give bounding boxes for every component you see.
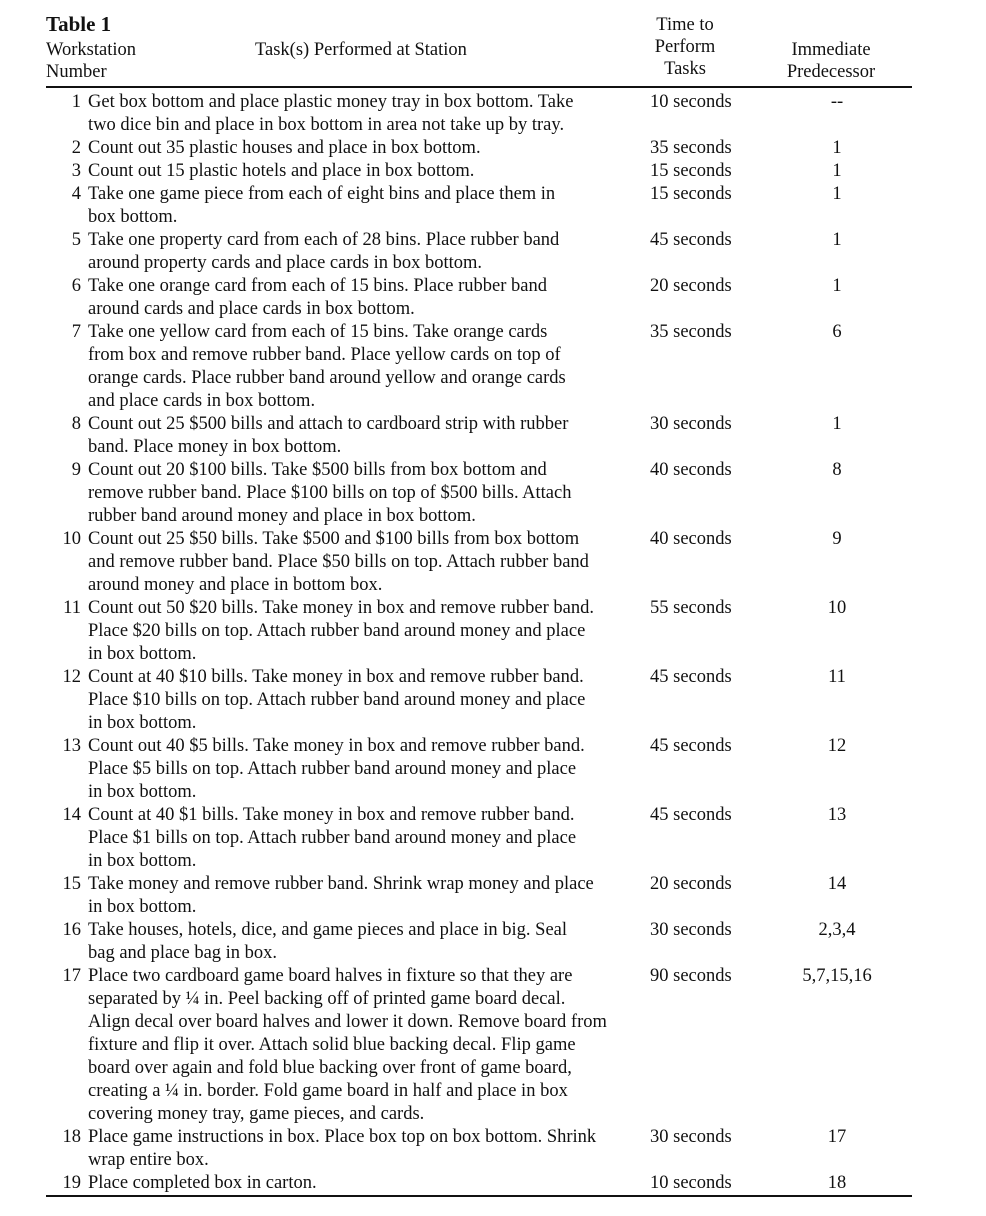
task-line: Place game instructions in box. Place box top on box bottom. Shrink bbox=[88, 1127, 597, 1147]
task-description bbox=[86, 528, 650, 597]
table-row bbox=[46, 183, 912, 229]
table-row bbox=[46, 919, 912, 965]
task-time: 10 seconds bbox=[650, 92, 732, 112]
task-line: and remove rubber band. Place $50 bills on top. Attach rubber band bbox=[88, 552, 589, 572]
immediate-predecessor: 5,7,15,16 bbox=[802, 966, 872, 986]
task-description bbox=[86, 735, 650, 804]
task-time: 40 seconds bbox=[650, 460, 732, 480]
task-description bbox=[86, 919, 650, 965]
immediate-predecessor: 13 bbox=[827, 805, 847, 825]
immediate-predecessor: 1 bbox=[832, 138, 842, 158]
task-description bbox=[86, 413, 650, 459]
table-row bbox=[46, 91, 912, 137]
table-row bbox=[46, 804, 912, 873]
header-predecessor: Immediate Predecessor bbox=[786, 40, 876, 82]
workstation-number: 1 bbox=[71, 92, 81, 112]
task-time: 20 seconds bbox=[650, 874, 732, 894]
task-line: Count at 40 $10 bills. Take money in box and remove rubber band. bbox=[88, 667, 584, 687]
table-row bbox=[46, 965, 912, 1126]
task-line: band. Place money in box bottom. bbox=[88, 437, 342, 457]
task-description bbox=[86, 229, 650, 275]
task-description bbox=[86, 1126, 650, 1172]
workstation-number: 9 bbox=[71, 460, 81, 480]
task-line: Take one yellow card from each of 15 bins. Take orange cards bbox=[88, 322, 548, 342]
task-line: Place $10 bills on top. Attach rubber band around money and place bbox=[88, 690, 586, 710]
task-line: rubber band around money and place in box bottom. bbox=[88, 506, 476, 526]
workstation-number: 15 bbox=[62, 874, 81, 894]
table-row bbox=[46, 528, 912, 597]
task-description bbox=[86, 666, 650, 735]
task-time: 55 seconds bbox=[650, 598, 732, 618]
task-description bbox=[86, 965, 650, 1126]
immediate-predecessor: 14 bbox=[827, 874, 847, 894]
task-line: Place $20 bills on top. Attach rubber band around money and place bbox=[88, 621, 586, 641]
table-row bbox=[46, 137, 912, 160]
table-row bbox=[46, 597, 912, 666]
task-line: Take houses, hotels, dice, and game pieces and place in big. Seal bbox=[88, 920, 568, 940]
task-line: separated by ¼ in. Peel backing off of printed game board decal. bbox=[88, 989, 566, 1009]
task-description bbox=[86, 137, 650, 160]
immediate-predecessor: 1 bbox=[832, 161, 842, 181]
table-row bbox=[46, 321, 912, 413]
task-time: 10 seconds bbox=[650, 1173, 732, 1193]
task-line: creating a ¼ in. border. Fold game board in half and place in box bbox=[88, 1081, 568, 1101]
task-time: 40 seconds bbox=[650, 529, 732, 549]
immediate-predecessor: 1 bbox=[832, 276, 842, 296]
task-time: 35 seconds bbox=[650, 322, 732, 342]
bottom-rule bbox=[46, 1195, 912, 1197]
workstation-number: 10 bbox=[62, 529, 81, 549]
workstation-number: 17 bbox=[62, 966, 81, 986]
task-time: 30 seconds bbox=[650, 414, 732, 434]
task-time: 90 seconds bbox=[650, 966, 732, 986]
task-line: Count out 15 plastic hotels and place in box bottom. bbox=[88, 161, 475, 181]
immediate-predecessor: 11 bbox=[828, 667, 846, 687]
task-line: two dice bin and place in box bottom in area not take up by tray. bbox=[88, 115, 565, 135]
table-row bbox=[46, 1172, 912, 1195]
task-time: 45 seconds bbox=[650, 736, 732, 756]
immediate-predecessor: 1 bbox=[832, 230, 842, 250]
table-container bbox=[46, 12, 912, 1197]
task-description bbox=[86, 275, 650, 321]
workstation-number: 11 bbox=[63, 598, 81, 618]
task-time: 15 seconds bbox=[650, 184, 732, 204]
task-line: remove rubber band. Place $100 bills on top of $500 bills. Attach bbox=[88, 483, 572, 503]
task-line: from box and remove rubber band. Place yellow cards on top of bbox=[88, 345, 561, 365]
immediate-predecessor: 2,3,4 bbox=[818, 920, 856, 940]
immediate-predecessor: -- bbox=[830, 92, 844, 112]
task-line: Count out 50 $20 bills. Take money in box and remove rubber band. bbox=[88, 598, 595, 618]
immediate-predecessor: 10 bbox=[827, 598, 847, 618]
task-line: bag and place bag in box. bbox=[88, 943, 278, 963]
immediate-predecessor: 1 bbox=[832, 414, 842, 434]
table-row bbox=[46, 459, 912, 528]
table-title: Table 1 bbox=[46, 12, 112, 36]
task-time: 45 seconds bbox=[650, 805, 732, 825]
table-row bbox=[46, 413, 912, 459]
header-workstation-number: Workstation Number bbox=[46, 40, 136, 82]
task-line: Place $1 bills on top. Attach rubber band around money and place bbox=[88, 828, 577, 848]
task-line: Take one property card from each of 28 bins. Place rubber band bbox=[88, 230, 560, 250]
task-description bbox=[86, 91, 650, 137]
task-line: around property cards and place cards in box bottom. bbox=[88, 253, 483, 273]
task-line: Get box bottom and place plastic money tray in box bottom. Take bbox=[88, 92, 574, 112]
workstation-number: 18 bbox=[62, 1127, 81, 1147]
table-header bbox=[46, 12, 912, 86]
workstation-number: 2 bbox=[71, 138, 81, 158]
immediate-predecessor: 12 bbox=[827, 736, 847, 756]
task-line: orange cards. Place rubber band around yellow and orange cards bbox=[88, 368, 566, 388]
task-description bbox=[86, 1172, 650, 1195]
immediate-predecessor: 17 bbox=[827, 1127, 847, 1147]
task-line: fixture and flip it over. Attach solid blue backing decal. Flip game bbox=[88, 1035, 576, 1055]
task-line: around cards and place cards in box bottom. bbox=[88, 299, 415, 319]
immediate-predecessor: 8 bbox=[832, 460, 842, 480]
task-line: Count at 40 $1 bills. Take money in box and remove rubber band. bbox=[88, 805, 575, 825]
task-line: Count out 25 $50 bills. Take $500 and $100 bills from box bottom bbox=[88, 529, 580, 549]
workstation-number: 4 bbox=[71, 184, 81, 204]
task-description bbox=[86, 459, 650, 528]
task-time: 30 seconds bbox=[650, 920, 732, 940]
workstation-number: 3 bbox=[71, 161, 81, 181]
task-description bbox=[86, 873, 650, 919]
task-line: Place $5 bills on top. Attach rubber band around money and place bbox=[88, 759, 577, 779]
workstation-number: 5 bbox=[71, 230, 81, 250]
task-description bbox=[86, 321, 650, 413]
workstation-number: 16 bbox=[62, 920, 81, 940]
header-tasks: Task(s) Performed at Station bbox=[255, 40, 467, 60]
task-line: and place cards in box bottom. bbox=[88, 391, 316, 411]
task-line: Count out 35 plastic houses and place in box bottom. bbox=[88, 138, 481, 158]
task-line: around money and place in bottom box. bbox=[88, 575, 383, 595]
workstation-number: 12 bbox=[62, 667, 81, 687]
task-line: Align decal over board halves and lower it down. Remove board from bbox=[88, 1012, 607, 1032]
immediate-predecessor: 18 bbox=[827, 1173, 847, 1193]
task-description bbox=[86, 160, 650, 183]
task-time: 30 seconds bbox=[650, 1127, 732, 1147]
workstation-number: 13 bbox=[62, 736, 81, 756]
task-line: box bottom. bbox=[88, 207, 178, 227]
task-line: Take money and remove rubber band. Shrink wrap money and place bbox=[88, 874, 594, 894]
task-time: 35 seconds bbox=[650, 138, 732, 158]
table-row bbox=[46, 275, 912, 321]
table-row bbox=[46, 229, 912, 275]
task-line: Take one orange card from each of 15 bins. Place rubber band bbox=[88, 276, 547, 296]
immediate-predecessor: 6 bbox=[832, 322, 842, 342]
immediate-predecessor: 1 bbox=[832, 184, 842, 204]
task-line: in box bottom. bbox=[88, 713, 197, 733]
task-description bbox=[86, 597, 650, 666]
task-line: in box bottom. bbox=[88, 782, 197, 802]
workstation-number: 19 bbox=[62, 1173, 81, 1193]
task-time: 20 seconds bbox=[650, 276, 732, 296]
task-line: Count out 25 $500 bills and attach to cardboard strip with rubber bbox=[88, 414, 569, 434]
task-time: 45 seconds bbox=[650, 230, 732, 250]
workstation-number: 6 bbox=[71, 276, 81, 296]
workstation-number: 14 bbox=[62, 805, 81, 825]
table-row bbox=[46, 666, 912, 735]
task-line: Place two cardboard game board halves in fixture so that they are bbox=[88, 966, 573, 986]
table-row bbox=[46, 160, 912, 183]
task-line: Count out 40 $5 bills. Take money in box and remove rubber band. bbox=[88, 736, 585, 756]
task-line: covering money tray, game pieces, and cards. bbox=[88, 1104, 425, 1124]
workstation-number: 8 bbox=[71, 414, 81, 434]
task-line: Count out 20 $100 bills. Take $500 bills from box bottom and bbox=[88, 460, 547, 480]
task-line: Place completed box in carton. bbox=[88, 1173, 317, 1193]
table-body bbox=[46, 88, 912, 1195]
table-row bbox=[46, 873, 912, 919]
task-time: 45 seconds bbox=[650, 667, 732, 687]
task-line: in box bottom. bbox=[88, 644, 197, 664]
task-description bbox=[86, 804, 650, 873]
task-description bbox=[86, 183, 650, 229]
task-time: 15 seconds bbox=[650, 161, 732, 181]
header-time: Time to Perform Tasks bbox=[654, 15, 716, 79]
task-line: in box bottom. bbox=[88, 897, 197, 917]
task-line: in box bottom. bbox=[88, 851, 197, 871]
immediate-predecessor: 9 bbox=[832, 529, 842, 549]
table-row bbox=[46, 1126, 912, 1172]
workstation-number: 7 bbox=[71, 322, 81, 342]
task-line: board over again and fold blue backing over front of game board, bbox=[88, 1058, 572, 1078]
task-line: Take one game piece from each of eight bins and place them in bbox=[88, 184, 556, 204]
table-row bbox=[46, 735, 912, 804]
task-line: wrap entire box. bbox=[88, 1150, 209, 1170]
